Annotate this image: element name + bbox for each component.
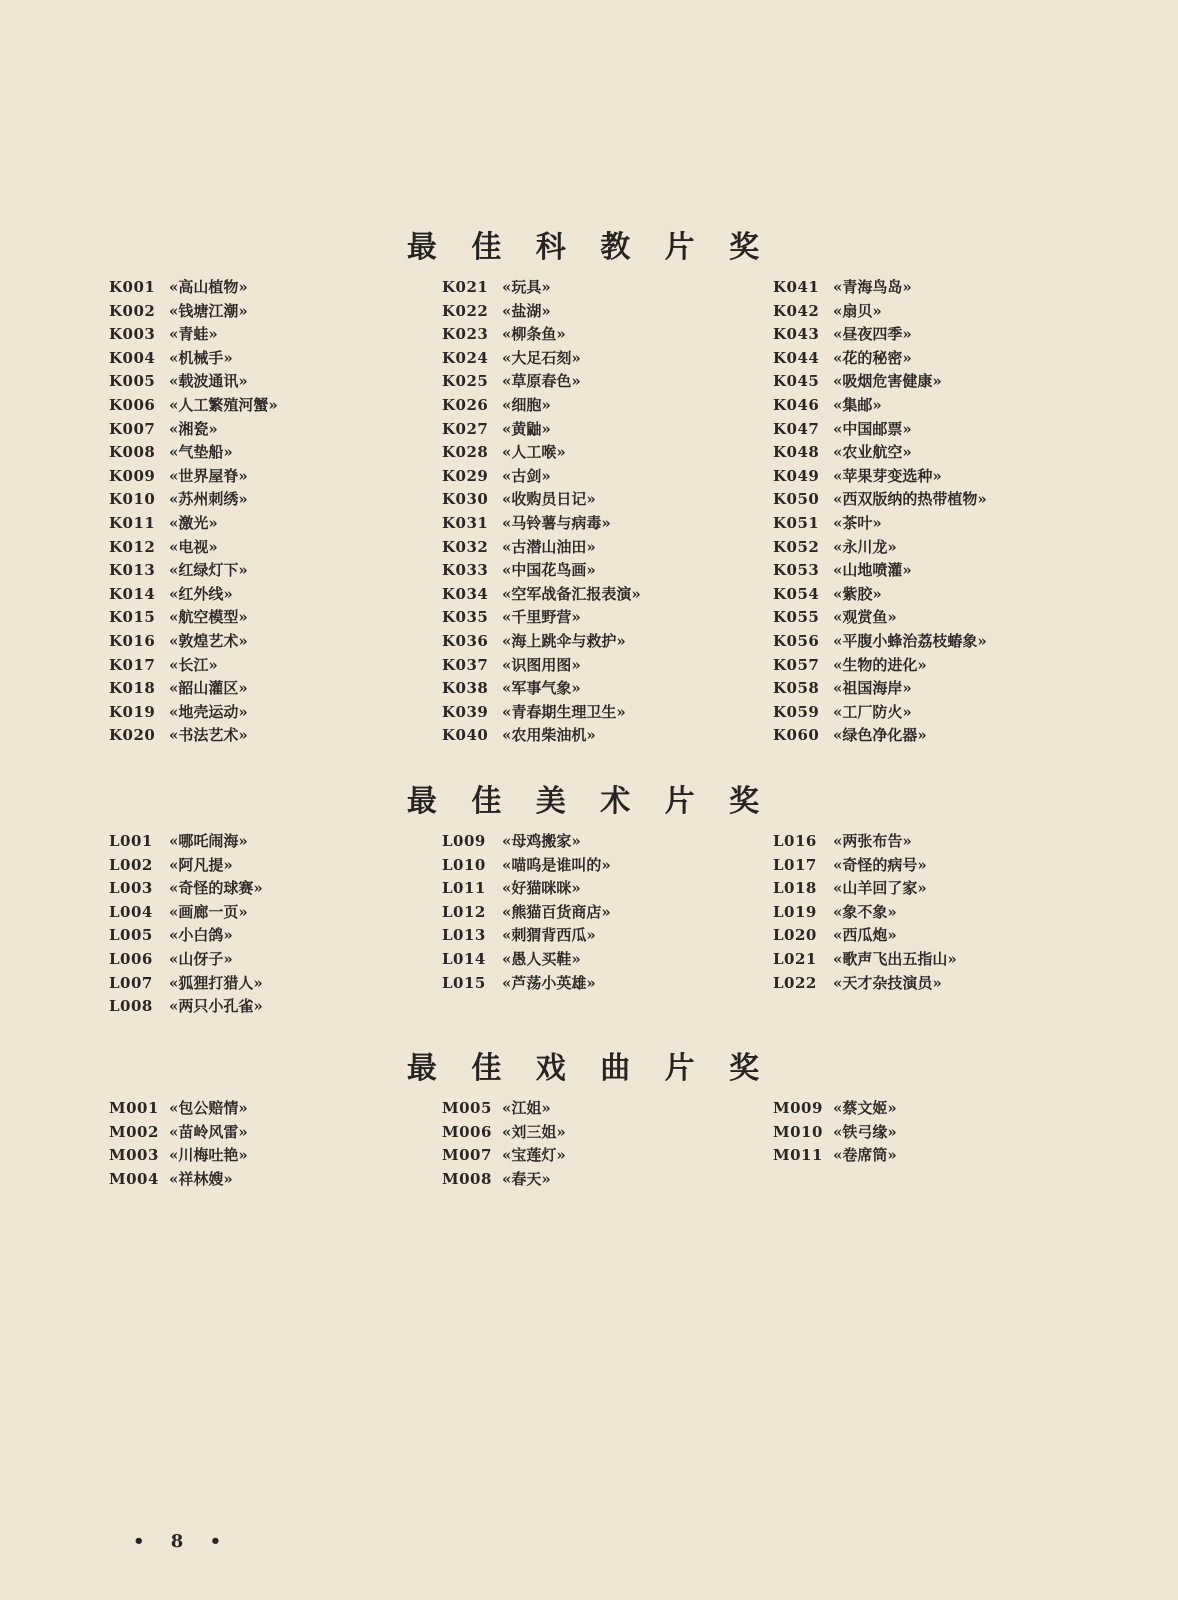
entry-title: «敦煌艺术»: [169, 631, 248, 650]
list-item: [773, 677, 987, 701]
entry-title: «中国邮票»: [833, 419, 912, 438]
entry-code: K034: [442, 584, 489, 603]
entry-title: «生物的进化»: [833, 655, 927, 674]
list-item: [109, 512, 278, 536]
entry-code: K056: [773, 631, 820, 650]
entry-title: «熊猫百货商店»: [502, 902, 611, 921]
entry-code: K033: [442, 561, 489, 580]
list-item: [109, 559, 278, 583]
list-item: [773, 1097, 897, 1121]
list-item: [773, 418, 987, 442]
list-item: [773, 901, 957, 925]
entry-title: «苏州刺绣»: [169, 490, 248, 509]
entry-title: «世界屋脊»: [169, 466, 248, 485]
entry-code: M003: [109, 1146, 159, 1165]
entry-code: L015: [442, 973, 486, 992]
entry-title: «机械手»: [169, 348, 233, 367]
entry-title: «画廊一页»: [169, 902, 248, 921]
entry-title: «古潜山油田»: [502, 537, 596, 556]
entry-code: M002: [109, 1122, 159, 1141]
list-item: [442, 854, 611, 878]
entry-title: «奇怪的病号»: [833, 855, 927, 874]
list-item: [773, 394, 987, 418]
entry-code: K048: [773, 443, 820, 462]
list-item: [109, 654, 278, 678]
list-item: [442, 830, 611, 854]
entry-code: L013: [442, 926, 486, 945]
entry-code: K008: [109, 443, 156, 462]
entry-code: K016: [109, 631, 156, 650]
list-item: [442, 972, 611, 996]
list-item: [773, 347, 987, 371]
list-item: [773, 654, 987, 678]
entry-code: K040: [442, 726, 489, 745]
entry-title: «山伢子»: [169, 949, 233, 968]
list-item: [442, 300, 641, 324]
entry-title: «吸烟危害健康»: [833, 372, 942, 391]
list-item: [442, 276, 641, 300]
entry-code: K027: [442, 419, 489, 438]
entry-title: «盐湖»: [502, 301, 551, 320]
entry-title: «收购员日记»: [502, 490, 596, 509]
column-2: [442, 276, 641, 748]
entry-title: «青海鸟岛»: [833, 278, 912, 296]
entry-title: «苗岭风雷»: [169, 1122, 248, 1141]
entry-code: K043: [773, 325, 820, 344]
list-item: [442, 1168, 566, 1192]
entry-code: K020: [109, 726, 156, 745]
entry-code: K012: [109, 537, 156, 556]
list-item: [773, 972, 957, 996]
list-item: [109, 583, 278, 607]
entry-title: «江姐»: [502, 1099, 551, 1117]
entry-code: L022: [773, 973, 817, 992]
entry-code: K026: [442, 395, 489, 414]
entry-code: K023: [442, 325, 489, 344]
entry-title: «柳条鱼»: [502, 325, 566, 344]
entry-title: «韶山灌区»: [169, 679, 248, 698]
entry-title: «玩具»: [502, 278, 551, 296]
list-item: [773, 724, 987, 748]
entry-title: «人工喉»: [502, 443, 566, 462]
entry-code: K019: [109, 702, 156, 721]
list-item: [773, 370, 987, 394]
entry-code: K051: [773, 513, 820, 532]
entry-title: «识图用图»: [502, 655, 581, 674]
list-item: [109, 394, 278, 418]
entry-title: «喵呜是谁叫的»: [502, 855, 611, 874]
list-item: [773, 830, 957, 854]
list-item: [109, 1097, 248, 1121]
entry-code: K037: [442, 655, 489, 674]
entry-code: K007: [109, 419, 156, 438]
entry-code: K013: [109, 561, 156, 580]
section-title-animation: 最 佳 美 术 片 奖: [406, 784, 772, 819]
entry-code: L020: [773, 926, 817, 945]
entry-code: K041: [773, 278, 820, 296]
entry-title: «湘瓷»: [169, 419, 218, 438]
list-item: [442, 394, 641, 418]
list-item: [773, 630, 987, 654]
list-item: [109, 418, 278, 442]
entry-code: K006: [109, 395, 156, 414]
entry-title: «草原春色»: [502, 372, 581, 391]
entry-title: «马铃薯与病毒»: [502, 513, 611, 532]
entry-code: L014: [442, 949, 486, 968]
list-item: [109, 924, 263, 948]
list-item: [109, 877, 263, 901]
list-item: [442, 536, 641, 560]
list-item: [773, 1121, 897, 1145]
list-item: [109, 972, 263, 996]
list-item: [773, 323, 987, 347]
entry-code: L016: [773, 832, 817, 850]
list-item: [109, 630, 278, 654]
entry-code: L019: [773, 902, 817, 921]
list-item: [442, 724, 641, 748]
column-3: [773, 276, 987, 748]
entry-code: M005: [442, 1099, 492, 1117]
entry-title: «长江»: [169, 655, 218, 674]
list-item: [773, 488, 987, 512]
entry-title: «歌声飞出五指山»: [833, 949, 957, 968]
list-item: [442, 418, 641, 442]
list-item: [109, 323, 278, 347]
list-item: [442, 677, 641, 701]
list-item: [442, 1144, 566, 1168]
entry-title: «蔡文姬»: [833, 1099, 897, 1117]
entry-title: «人工繁殖河蟹»: [169, 395, 278, 414]
entry-title: «地壳运动»: [169, 702, 248, 721]
list-item: [109, 1168, 248, 1192]
entry-title: «天才杂技演员»: [833, 973, 942, 992]
entry-title: «花的秘密»: [833, 348, 912, 367]
entry-title: «苹果芽变选种»: [833, 466, 942, 485]
entry-code: K010: [109, 490, 156, 509]
list-item: [773, 924, 957, 948]
entry-code: K050: [773, 490, 820, 509]
list-item: [442, 323, 641, 347]
list-item: [442, 441, 641, 465]
entry-code: M009: [773, 1099, 823, 1117]
list-item: [773, 606, 987, 630]
column-1: [109, 276, 278, 748]
list-item: [442, 488, 641, 512]
list-item: [442, 559, 641, 583]
entry-title: «载波通讯»: [169, 372, 248, 391]
list-item: [109, 677, 278, 701]
entry-title: «中国花鸟画»: [502, 561, 596, 580]
entry-code: K031: [442, 513, 489, 532]
entry-title: «电视»: [169, 537, 218, 556]
entry-code: M006: [442, 1122, 492, 1141]
entry-code: K044: [773, 348, 820, 367]
entry-code: K030: [442, 490, 489, 509]
list-item: [109, 300, 278, 324]
entry-code: K025: [442, 372, 489, 391]
entry-title: «农用柴油机»: [502, 726, 596, 745]
entry-code: K018: [109, 679, 156, 698]
entry-code: K049: [773, 466, 820, 485]
list-item: [773, 300, 987, 324]
entry-code: L002: [109, 855, 153, 874]
entry-title: «千里野营»: [502, 608, 581, 627]
entry-code: L008: [109, 997, 153, 1016]
entry-code: K035: [442, 608, 489, 627]
list-item: [442, 701, 641, 725]
entry-code: K005: [109, 372, 156, 391]
entry-title: «西双版纳的热带植物»: [833, 490, 987, 509]
entry-code: L011: [442, 879, 486, 898]
section-title-opera: 最 佳 戏 曲 片 奖: [406, 1051, 772, 1086]
entry-title: «气垫船»: [169, 443, 233, 462]
entry-title: «两张布告»: [833, 832, 912, 850]
entry-code: K046: [773, 395, 820, 414]
entry-title: «包公赔情»: [169, 1099, 248, 1117]
entry-title: «扇贝»: [833, 301, 882, 320]
entry-title: «川梅吐艳»: [169, 1146, 248, 1165]
entry-code: K060: [773, 726, 820, 745]
entry-title: «黄鼬»: [502, 419, 551, 438]
entry-code: K045: [773, 372, 820, 391]
entry-code: L021: [773, 949, 817, 968]
entry-title: «宝莲灯»: [502, 1146, 566, 1165]
entry-code: M008: [442, 1169, 492, 1188]
list-item: [442, 924, 611, 948]
list-item: [109, 830, 263, 854]
list-item: [109, 1144, 248, 1168]
entry-title: «好猫咪咪»: [502, 879, 581, 898]
entry-code: K022: [442, 301, 489, 320]
entry-code: K039: [442, 702, 489, 721]
list-item: [109, 606, 278, 630]
entry-title: «奇怪的球赛»: [169, 879, 263, 898]
entry-title: «红外线»: [169, 584, 233, 603]
entry-code: M011: [773, 1146, 823, 1165]
entry-title: «红绿灯下»: [169, 561, 248, 580]
column-1: [109, 1097, 248, 1191]
entry-code: L009: [442, 832, 486, 850]
entry-title: «春天»: [502, 1169, 551, 1188]
entry-code: M001: [109, 1099, 159, 1117]
list-item: [109, 276, 278, 300]
entry-code: L004: [109, 902, 153, 921]
column-3: [773, 830, 957, 995]
entry-title: «细胞»: [502, 395, 551, 414]
list-item: [109, 536, 278, 560]
list-item: [773, 854, 957, 878]
list-item: [773, 701, 987, 725]
entry-code: K052: [773, 537, 820, 556]
entry-title: «祖国海岸»: [833, 679, 912, 698]
entry-title: «山地喷灌»: [833, 561, 912, 580]
list-item: [773, 512, 987, 536]
entry-code: L001: [109, 832, 153, 850]
entry-title: «卷席筒»: [833, 1146, 897, 1165]
entry-title: «山羊回了家»: [833, 879, 927, 898]
entry-code: K042: [773, 301, 820, 320]
entry-code: L012: [442, 902, 486, 921]
list-item: [442, 1097, 566, 1121]
entry-code: L003: [109, 879, 153, 898]
entry-code: L010: [442, 855, 486, 874]
list-item: [442, 512, 641, 536]
entry-title: «军事气象»: [502, 679, 581, 698]
list-item: [442, 465, 641, 489]
entry-title: «钱塘江潮»: [169, 301, 248, 320]
page-number: • 8 •: [133, 1531, 232, 1552]
entry-title: «古剑»: [502, 466, 551, 485]
entry-title: «紫胶»: [833, 584, 882, 603]
entry-code: K003: [109, 325, 156, 344]
entry-code: L007: [109, 973, 153, 992]
column-2: [442, 830, 611, 995]
entry-code: K024: [442, 348, 489, 367]
list-item: [442, 347, 641, 371]
entry-code: L006: [109, 949, 153, 968]
entry-code: K032: [442, 537, 489, 556]
entry-code: L005: [109, 926, 153, 945]
entry-title: «芦荡小英雄»: [502, 973, 596, 992]
list-item: [442, 606, 641, 630]
entry-code: K057: [773, 655, 820, 674]
entry-code: K059: [773, 702, 820, 721]
entry-code: K015: [109, 608, 156, 627]
entry-code: L017: [773, 855, 817, 874]
list-item: [442, 948, 611, 972]
list-item: [109, 1121, 248, 1145]
list-item: [773, 877, 957, 901]
entry-code: M007: [442, 1146, 492, 1165]
list-item: [773, 559, 987, 583]
entry-code: K011: [109, 513, 156, 532]
entry-code: K004: [109, 348, 156, 367]
entry-code: K014: [109, 584, 156, 603]
list-item: [442, 877, 611, 901]
entry-code: K038: [442, 679, 489, 698]
entry-title: «茶叶»: [833, 513, 882, 532]
entry-code: K028: [442, 443, 489, 462]
list-item: [773, 948, 957, 972]
column-2: [442, 1097, 566, 1191]
list-item: [442, 1121, 566, 1145]
list-item: [773, 441, 987, 465]
entry-code: K058: [773, 679, 820, 698]
entry-title: «青蛙»: [169, 325, 218, 344]
entry-title: «青春期生理卫生»: [502, 702, 626, 721]
entry-code: K002: [109, 301, 156, 320]
entry-title: «海上跳伞与救护»: [502, 631, 626, 650]
entry-title: «刘三姐»: [502, 1122, 566, 1141]
list-item: [442, 630, 641, 654]
list-item: [109, 488, 278, 512]
list-item: [109, 854, 263, 878]
list-item: [773, 583, 987, 607]
entry-title: «航空模型»: [169, 608, 248, 627]
entry-title: «书法艺术»: [169, 726, 248, 745]
list-item: [442, 370, 641, 394]
entry-title: «大足石刻»: [502, 348, 581, 367]
list-item: [773, 465, 987, 489]
list-item: [109, 370, 278, 394]
entry-title: «平腹小蜂治荔枝蝽象»: [833, 631, 987, 650]
entry-title: «昼夜四季»: [833, 325, 912, 344]
column-3: [773, 1097, 897, 1168]
entry-title: «西瓜炮»: [833, 926, 897, 945]
entry-title: «阿凡提»: [169, 855, 233, 874]
list-item: [773, 1144, 897, 1168]
entry-title: «象不象»: [833, 902, 897, 921]
entry-code: K047: [773, 419, 820, 438]
list-item: [773, 536, 987, 560]
entry-code: K036: [442, 631, 489, 650]
entry-code: K017: [109, 655, 156, 674]
entry-title: «高山植物»: [169, 278, 248, 296]
entry-title: «绿色净化器»: [833, 726, 927, 745]
list-item: [109, 701, 278, 725]
list-item: [109, 441, 278, 465]
list-item: [442, 654, 641, 678]
entry-title: «祥林嫂»: [169, 1169, 233, 1188]
entry-code: K001: [109, 278, 156, 296]
list-item: [773, 276, 987, 300]
entry-code: K054: [773, 584, 820, 603]
column-1: [109, 830, 263, 1019]
entry-code: M010: [773, 1122, 823, 1141]
entry-title: «铁弓缘»: [833, 1122, 897, 1141]
entry-code: K029: [442, 466, 489, 485]
entry-title: «狐狸打猎人»: [169, 973, 263, 992]
section-title-science: 最 佳 科 教 片 奖: [406, 230, 772, 265]
entry-title: «两只小孔雀»: [169, 997, 263, 1016]
entry-code: K009: [109, 466, 156, 485]
entry-code: L018: [773, 879, 817, 898]
entry-code: K053: [773, 561, 820, 580]
list-item: [442, 583, 641, 607]
entry-title: «小白鸽»: [169, 926, 233, 945]
entry-title: «哪吒闹海»: [169, 832, 248, 850]
entry-code: M004: [109, 1169, 159, 1188]
list-item: [109, 465, 278, 489]
entry-title: «观赏鱼»: [833, 608, 897, 627]
list-item: [109, 347, 278, 371]
entry-title: «农业航空»: [833, 443, 912, 462]
entry-title: «激光»: [169, 513, 218, 532]
entry-title: «母鸡搬家»: [502, 832, 581, 850]
entry-code: K055: [773, 608, 820, 627]
list-item: [109, 901, 263, 925]
entry-title: «工厂防火»: [833, 702, 912, 721]
entry-title: «集邮»: [833, 395, 882, 414]
entry-title: «永川龙»: [833, 537, 897, 556]
entry-title: «刺猬背西瓜»: [502, 926, 596, 945]
list-item: [442, 901, 611, 925]
entry-title: «愚人买鞋»: [502, 949, 581, 968]
entry-title: «空军战备汇报表演»: [502, 584, 641, 603]
entry-code: K021: [442, 278, 489, 296]
list-item: [109, 948, 263, 972]
list-item: [109, 995, 263, 1019]
list-item: [109, 724, 278, 748]
